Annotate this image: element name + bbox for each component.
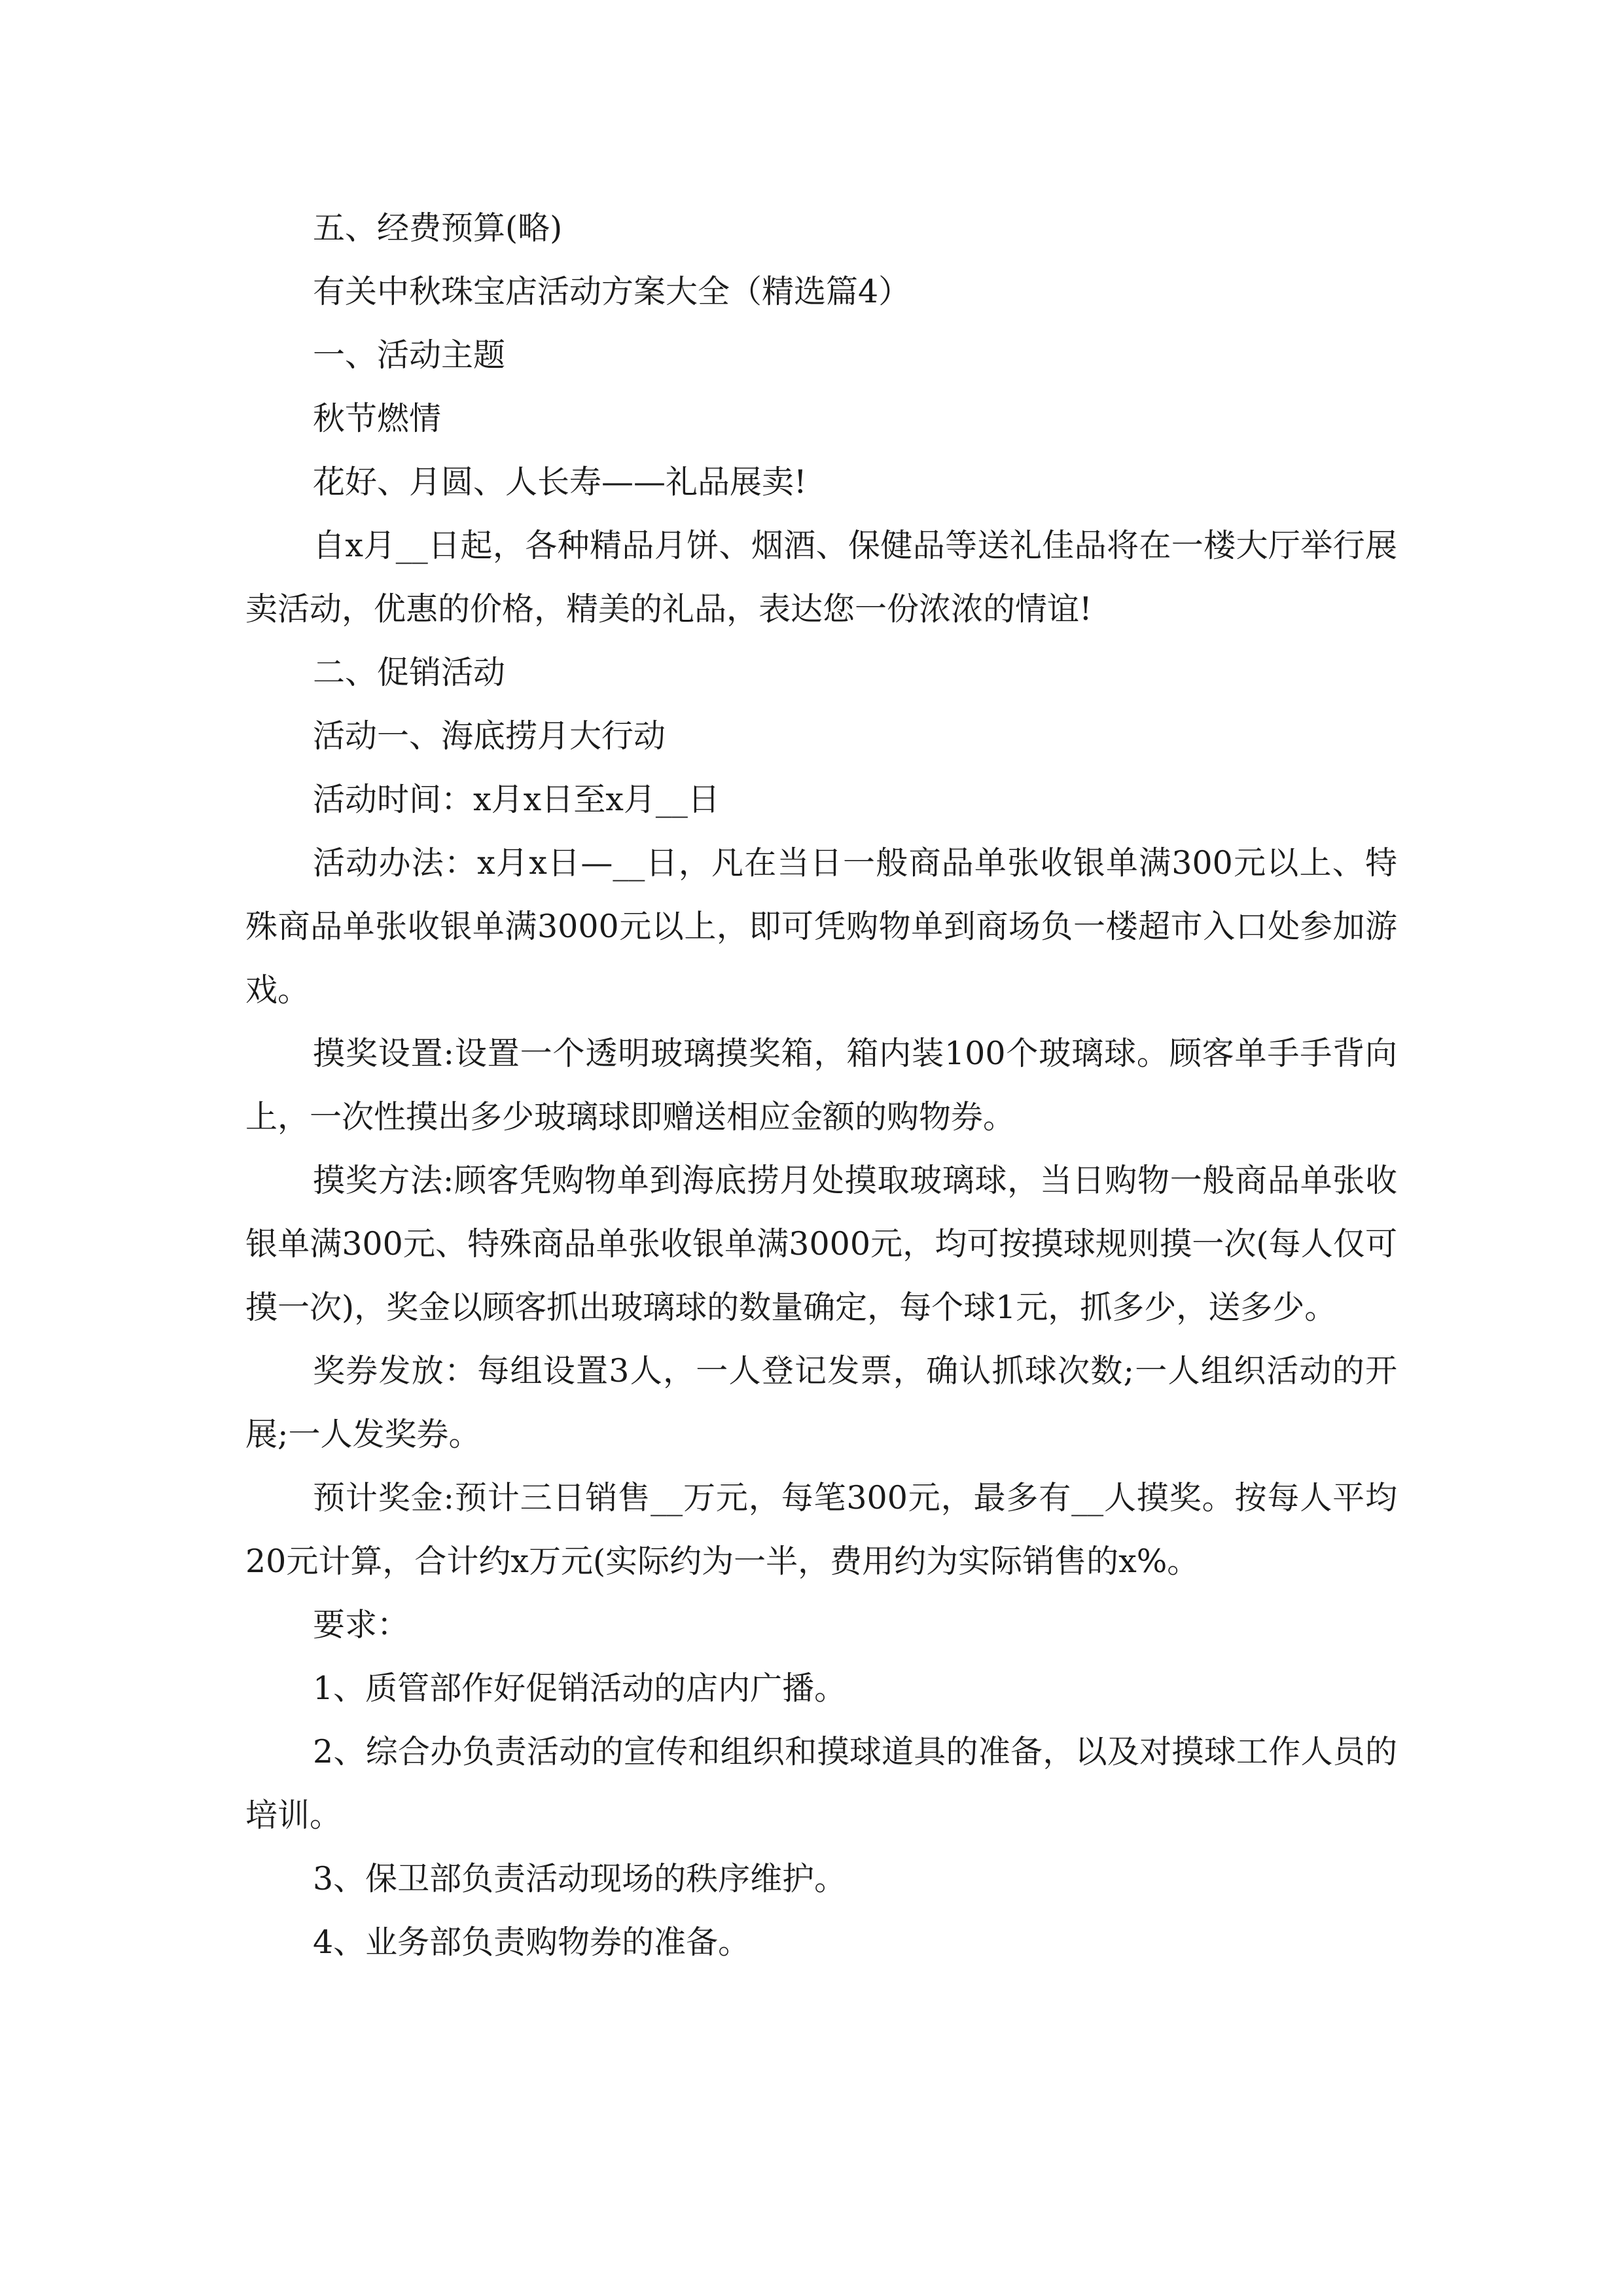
requirements-heading: 要求：: [313, 1606, 410, 1643]
activity-time: 活动时间：x月x日至x月__日: [313, 781, 720, 818]
theme-description: 自x月__日起，各种精品月饼、烟酒、保健品等送礼佳品将在一楼大厅举行展卖活动，优惠的价格，精美的礼品，表达您一份浓浓的情谊!: [245, 527, 1397, 628]
section-heading-promotion: 二、促销活动: [313, 654, 506, 691]
requirement-item: 3、保卫部负责活动现场的秩序维护。: [313, 1860, 847, 1897]
estimated-prize: 预计奖金:预计三日销售__万元，每笔300元，最多有__人摸奖。按每人平均20元计算，合计约x万元(实际约为一半，费用约为实际销售的x%。: [245, 1479, 1397, 1580]
activity-one-title: 活动一、海底捞月大行动: [313, 717, 666, 755]
voucher-distribution: 奖券发放：每组设置3人，一人登记发票，确认抓球次数;一人组织活动的开展;一人发奖券。: [245, 1352, 1397, 1453]
theme-slogan: 花好、月圆、人长寿——礼品展卖!: [313, 463, 807, 501]
section-heading-budget: 五、经费预算(略): [313, 209, 563, 247]
article-title: 有关中秋珠宝店活动方案大全（精选篇4）: [313, 273, 911, 310]
lottery-method: 摸奖方法:顾客凭购物单到海底捞月处摸取玻璃球，当日购物一般商品单张收银单满300元、特殊商品单张收银单满3000元，均可按摸球规则摸一次(每人仅可摸一次)，奖金以顾客抓出玻璃球的数量确定，每个球1元，抓多少，送多少。: [245, 1162, 1397, 1326]
document-body: [245, 196, 1397, 1974]
section-heading-theme: 一、活动主题: [313, 336, 506, 374]
activity-method: 活动办法：x月x日—__日，凡在当日一般商品单张收银单满300元以上、特殊商品单张收银单满3000元以上，即可凭购物单到商场负一楼超市入口处参加游戏。: [245, 844, 1397, 1009]
theme-title: 秋节燃情: [313, 400, 442, 437]
requirement-item: 4、业务部负责购物券的准备。: [313, 1924, 751, 1961]
requirement-item: 2、综合办负责活动的宣传和组织和摸球道具的准备，以及对摸球工作人员的培训。: [245, 1733, 1397, 1834]
lottery-setup: 摸奖设置:设置一个透明玻璃摸奖箱，箱内装100个玻璃球。顾客单手手背向上，一次性摸出多少玻璃球即赠送相应金额的购物券。: [245, 1035, 1397, 1136]
requirement-item: 1、质管部作好促销活动的店内广播。: [313, 1670, 847, 1707]
